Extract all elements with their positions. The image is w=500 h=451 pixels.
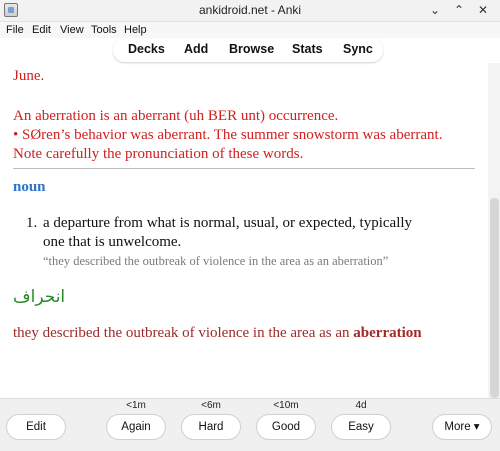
browse-button[interactable]: Browse xyxy=(229,42,275,56)
example-sentence xyxy=(13,325,422,342)
main-toolbar xyxy=(0,38,500,63)
sense-number: 1. xyxy=(26,215,38,231)
edit-button[interactable]: Edit xyxy=(6,414,66,440)
usage-quote: “they described the outbreak of violence in the area as an aberration” xyxy=(43,254,389,268)
part-of-speech: noun xyxy=(13,179,46,195)
minimize-icon[interactable]: ⌄ xyxy=(429,3,441,17)
divider xyxy=(13,168,475,169)
sense-definition-line2: one that is unwelcome. xyxy=(43,234,182,250)
card-content xyxy=(0,63,488,398)
more-button[interactable]: More ▾ xyxy=(432,414,492,440)
sync-button[interactable]: Sync xyxy=(343,42,373,56)
scrollbar-thumb[interactable] xyxy=(490,198,499,398)
hard-interval: <6m xyxy=(201,400,221,411)
add-button[interactable]: Add xyxy=(184,42,209,56)
menu-bar xyxy=(0,22,500,38)
good-interval: <10m xyxy=(273,400,299,411)
good-button[interactable]: Good xyxy=(256,414,316,440)
menu-file[interactable]: File xyxy=(6,24,24,36)
menu-edit[interactable]: Edit xyxy=(32,24,51,36)
menu-view[interactable]: View xyxy=(60,24,84,36)
sense-definition-line1: a departure from what is normal, usual, or expected, typically xyxy=(43,215,413,231)
stats-button[interactable]: Stats xyxy=(292,42,323,56)
example-sentence-word: aberration xyxy=(353,325,422,341)
window-title: ankidroid.net - Anki xyxy=(198,3,302,17)
close-icon[interactable]: ✕ xyxy=(477,3,489,17)
menu-tools[interactable]: Tools xyxy=(91,24,117,36)
again-interval: <1m xyxy=(126,400,146,411)
title-bar xyxy=(0,0,500,22)
card-text-june: June. xyxy=(13,68,45,84)
example-sentence-prefix: they described the outbreak of violence in the area as an xyxy=(13,325,354,341)
maximize-icon[interactable]: ⌃ xyxy=(453,3,465,17)
card-definition: An aberration is an aberrant (uh BER unt) occurrence. xyxy=(13,108,339,124)
hard-button[interactable]: Hard xyxy=(181,414,241,440)
easy-button[interactable]: Easy xyxy=(331,414,391,440)
decks-button[interactable]: Decks xyxy=(128,42,165,56)
arabic-translation: انحراف xyxy=(13,287,66,307)
menu-help[interactable]: Help xyxy=(124,24,147,36)
card-example: • SØren’s behavior was aberrant. The summer snowstorm was aberrant. xyxy=(13,127,443,143)
answer-bar xyxy=(0,398,500,451)
card-note: Note carefully the pronunciation of these words. xyxy=(13,146,304,162)
easy-interval: 4d xyxy=(355,400,367,411)
again-button[interactable]: Again xyxy=(106,414,166,440)
